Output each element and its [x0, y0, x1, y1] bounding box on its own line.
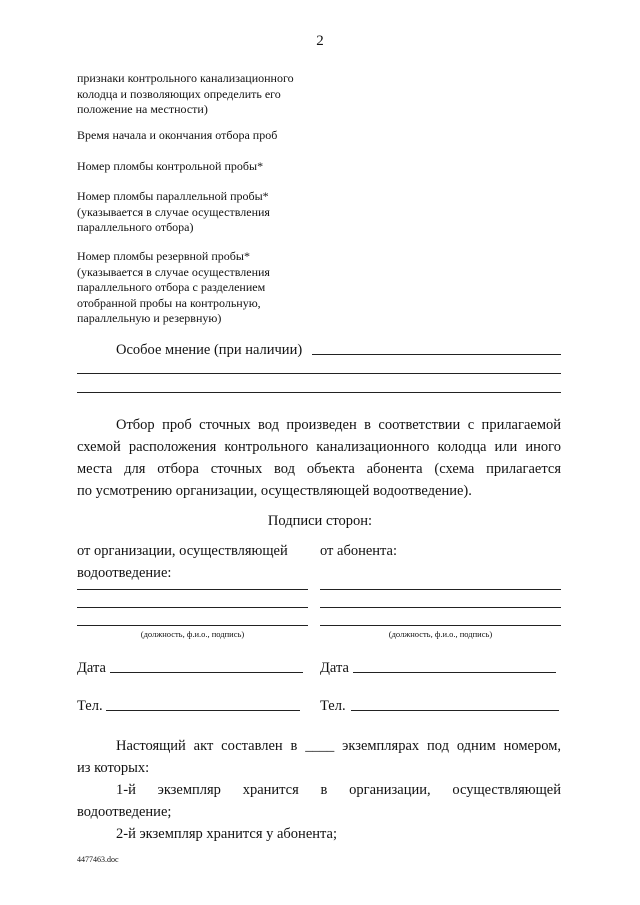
field-location-signs [77, 71, 337, 118]
paragraph-line [77, 779, 561, 801]
subscriber-signature-line[interactable] [320, 589, 561, 590]
paragraph-line: по усмотрению организации, осуществляющей водоотведение). [77, 483, 472, 499]
signatures-title: Подписи сторон: [267, 513, 373, 529]
word: экземпляр [157, 782, 221, 798]
paragraph-line: из которых: [77, 760, 150, 776]
subscriber-date-label: Дата [320, 660, 349, 676]
org-label [77, 540, 317, 584]
field-line: параллельного отбора) [77, 220, 194, 234]
subscriber-signature-line[interactable] [320, 625, 561, 626]
word: хранится [242, 782, 299, 798]
paragraph-line: водоотведение; [77, 804, 172, 820]
org-label-line: от организации, осуществляющей [77, 543, 288, 559]
word: 1-й [116, 782, 136, 798]
field-line: (указывается в случае осуществления [77, 204, 270, 219]
footer-filename: 4477463.doc [77, 855, 119, 864]
page-number: 2 [316, 33, 324, 49]
field-parallel-seal [77, 189, 337, 236]
field-line: параллельную и резервную) [77, 311, 222, 325]
word: осуществляющей [452, 782, 561, 798]
field-line: Номер пломбы параллельной пробы* [77, 189, 269, 203]
subscriber-signature-caption: (должность, ф.и.о., подпись) [388, 629, 493, 639]
org-signature-caption: (должность, ф.и.о., подпись) [140, 629, 245, 639]
field-line: Номер пломбы резервной пробы* [77, 249, 250, 263]
subscriber-date-line[interactable] [353, 672, 556, 673]
field-line: признаки контрольного канализационного [77, 71, 294, 85]
special-opinion-line[interactable] [77, 392, 561, 393]
org-label-line: водоотведение: [77, 565, 172, 581]
paragraph-line: места для отбора сточных вод объекта абонента (схема прилагается [77, 461, 561, 477]
org-signature-line[interactable] [77, 625, 308, 626]
word: в [320, 782, 328, 798]
subscriber-phone-line[interactable] [351, 710, 559, 711]
act-paragraph [77, 735, 561, 845]
field-line: колодца и позволяющих определить его [77, 86, 281, 101]
field-line: Номер пломбы контрольной пробы* [77, 159, 264, 173]
paragraph-line: схемой расположения контрольного канализационного колодца или иного [77, 439, 561, 455]
field-line: (указывается в случае осуществления [77, 264, 270, 279]
org-date-label: Дата [77, 660, 106, 676]
special-opinion-line[interactable] [312, 354, 561, 355]
sampling-paragraph [77, 414, 561, 502]
org-date-line[interactable] [110, 672, 303, 673]
paragraph-line: 2-й экземпляр хранится у абонента; [116, 826, 337, 842]
field-reserve-seal [77, 249, 337, 327]
subscriber-signature-line[interactable] [320, 607, 561, 608]
field-control-seal [77, 159, 337, 175]
special-opinion-line[interactable] [77, 373, 561, 374]
org-signature-line[interactable] [77, 589, 308, 590]
field-line: отобранной пробы на контрольную, [77, 295, 261, 310]
paragraph-line: Отбор проб сточных вод произведен в соответствии с прилагаемой [116, 417, 561, 433]
subscriber-phone-label: Тел. [320, 698, 346, 714]
org-phone-line[interactable] [106, 710, 300, 711]
field-line: параллельного отбора с разделением [77, 280, 266, 294]
field-line: положение на местности) [77, 102, 208, 116]
field-sampling-time [77, 128, 337, 144]
org-signature-line[interactable] [77, 607, 308, 608]
org-phone-label: Тел. [77, 698, 103, 714]
word: организации, [349, 782, 431, 798]
subscriber-label: от абонента: [320, 543, 398, 559]
special-opinion-label: Особое мнение (при наличии) [116, 342, 303, 358]
field-line: Время начала и окончания отбора проб [77, 128, 278, 142]
paragraph-line: Настоящий акт составлен в ____ экземплярах под одним номером, [116, 738, 561, 754]
